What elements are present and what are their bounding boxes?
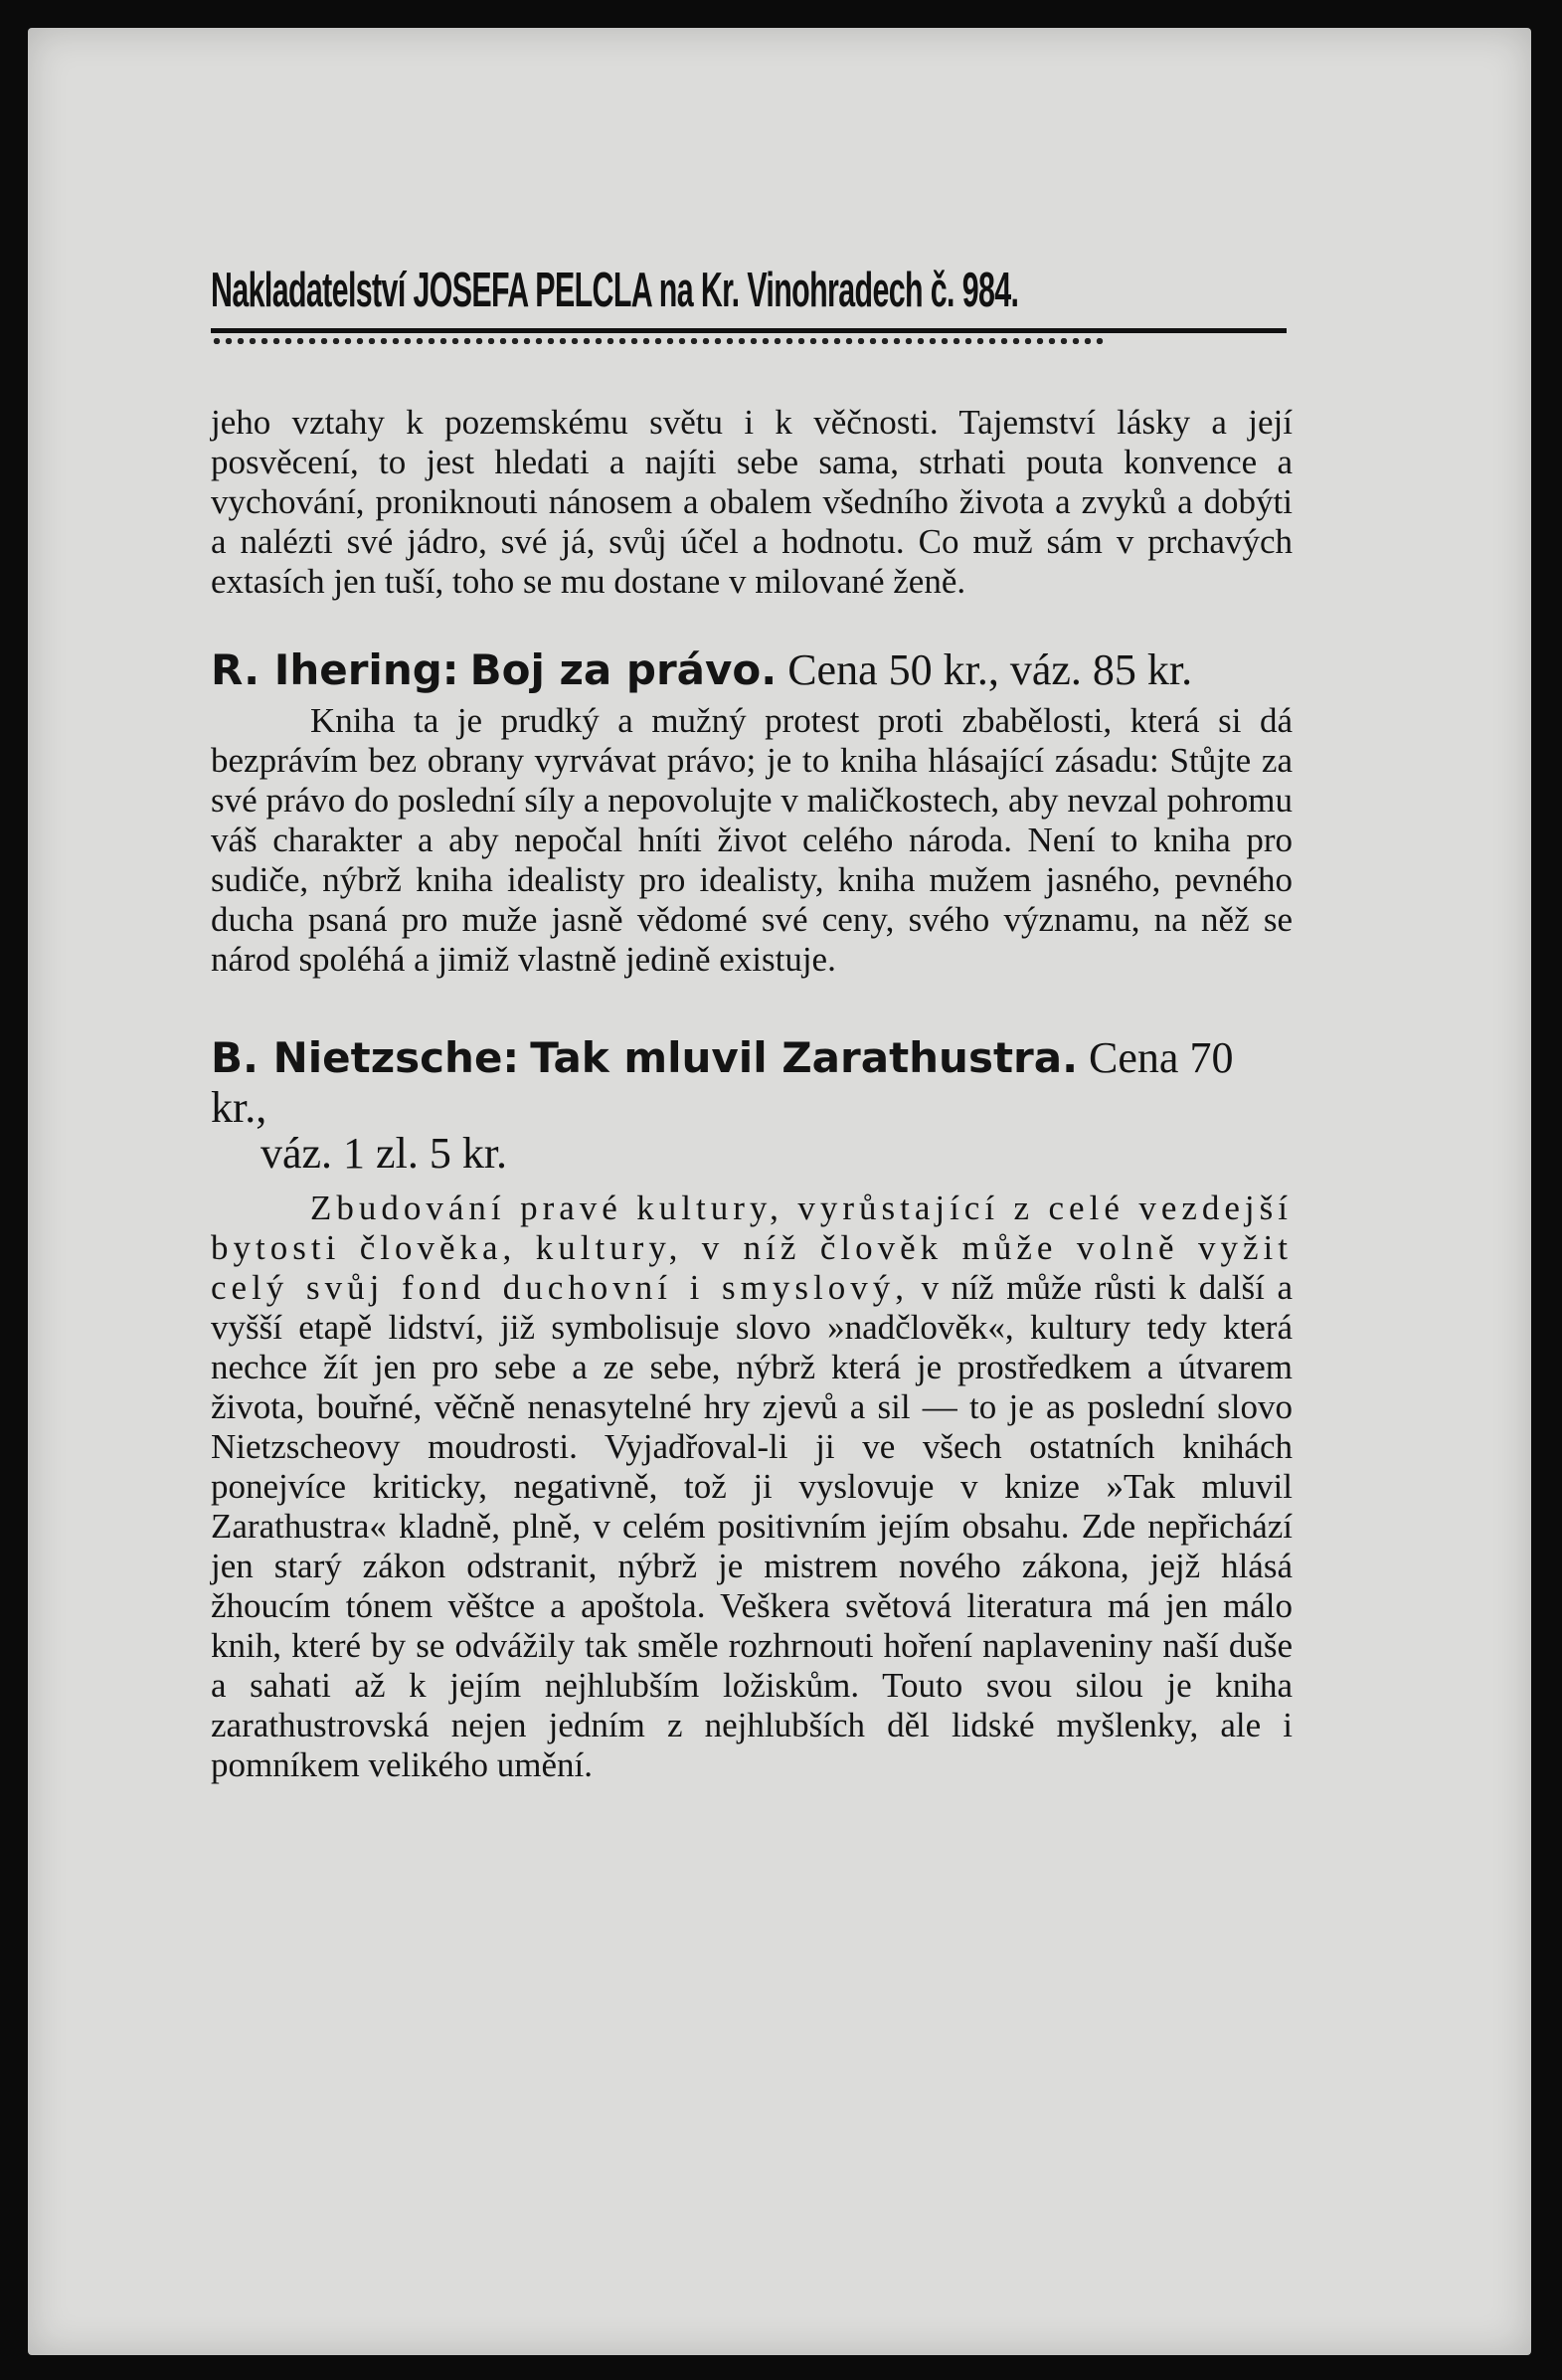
entry-description: v níž může růsti k další a vyšší etapě lidství, již symbolisuje slovo »nadčlověk«, kultury tedy která nechce žít jen pro sebe a ze sebe, nýbrž která je prostředkem a útvarem života, bouřné, věčně nenasytelné hry zjevů a sil — to je as poslední slovo Nietzscheovy moudrosti. Vyjadřoval-li ji ve všech ostatních knihách ponejvíce kriticky, negativně, tož ji vyslovuje v knize »Tak mluvil Zarathustra« kladně, plně, v celém positivním jejím obsahu. Zde nepřichází jen starý zákon odstranit, nýbrž je mistrem nového zákona, jejž hlásá žhoucím tónem věštce a apoštola. Veškera světová literatura má jen málo knih, které by se odvážily tak směle rozhrnouti hoření naplaveniny naší duše a sahati až k jejím nejhlubším ložiskům. Touto svou silou je kniha zarathustrovská nejen jedním z nejhlubších děl lidské myšlenky, ale i pomníkem velikého umění. [211,1268,1294,1784]
entry-heading-nietzsche [211,1033,1293,1179]
page-content [211,403,1293,1785]
entry-title: Boj za právo. [469,645,778,694]
intro-paragraph: jeho vztahy k pozemskému světu i k věčnosti. Tajemství lásky a její posvěcení, to jest hledati a najíti sebe sama, strhati pouta konvence a vychování, proniknouti nánosem a obalem všedního života a zvyků a dobýti a nalézti své jádro, své já, svůj účel a hodnotu. Co muž sám v prchavých extasích jen tuší, toho se mu dostane v milované ženě. [211,403,1293,601]
entry-title: Tak mluvil Zarathustra. [530,1033,1079,1082]
entry-price-continued: váz. 1 zl. 5 kr. [260,1129,508,1178]
entry-author: B. Nietzsche: [211,1033,520,1082]
entry-description-spaced [211,1189,1293,1785]
publisher-title: Nakladatelství JOSEFA PELCLA na Kr. Vinohradech č. 984. [211,264,1019,317]
entry-author: R. Ihering: [211,645,459,694]
entry-price: Cena 70 kr., [211,1033,1234,1132]
entry-description: Kniha ta je prudký a mužný protest proti zbabělosti, která si dá bezprávím bez obrany vyrvávat právo; je to kniha hlásající zásadu: Stůjte za své právo do poslední síly a nepovolujte v maličkostech, aby nevzal pohromu váš charakter a aby nepočal hníti život celého národa. Není to kniha pro sudiče, nýbrž kniha idealisty pro idealisty, kniha mužem jasného, pevného ducha psaná pro muže jasně vědomé své ceny, svého významu, na něž se národ spoléhá a jimiž vlastně jedině existuje. [211,701,1293,979]
header-rule [211,328,1287,333]
entry-price: Cena 50 kr., váz. 85 kr. [787,645,1193,694]
spaced-text: Zbudování pravé kultury, vyrůstající z celé vezdejší bytosti člověka, kultury, v níž člověk může volně vyžit celý svůj fond duchovní i smyslový, [211,1189,1293,1307]
header-dotted-rule [211,338,1106,344]
publisher-header [211,261,1287,320]
entry-heading-ihering [211,645,1293,695]
